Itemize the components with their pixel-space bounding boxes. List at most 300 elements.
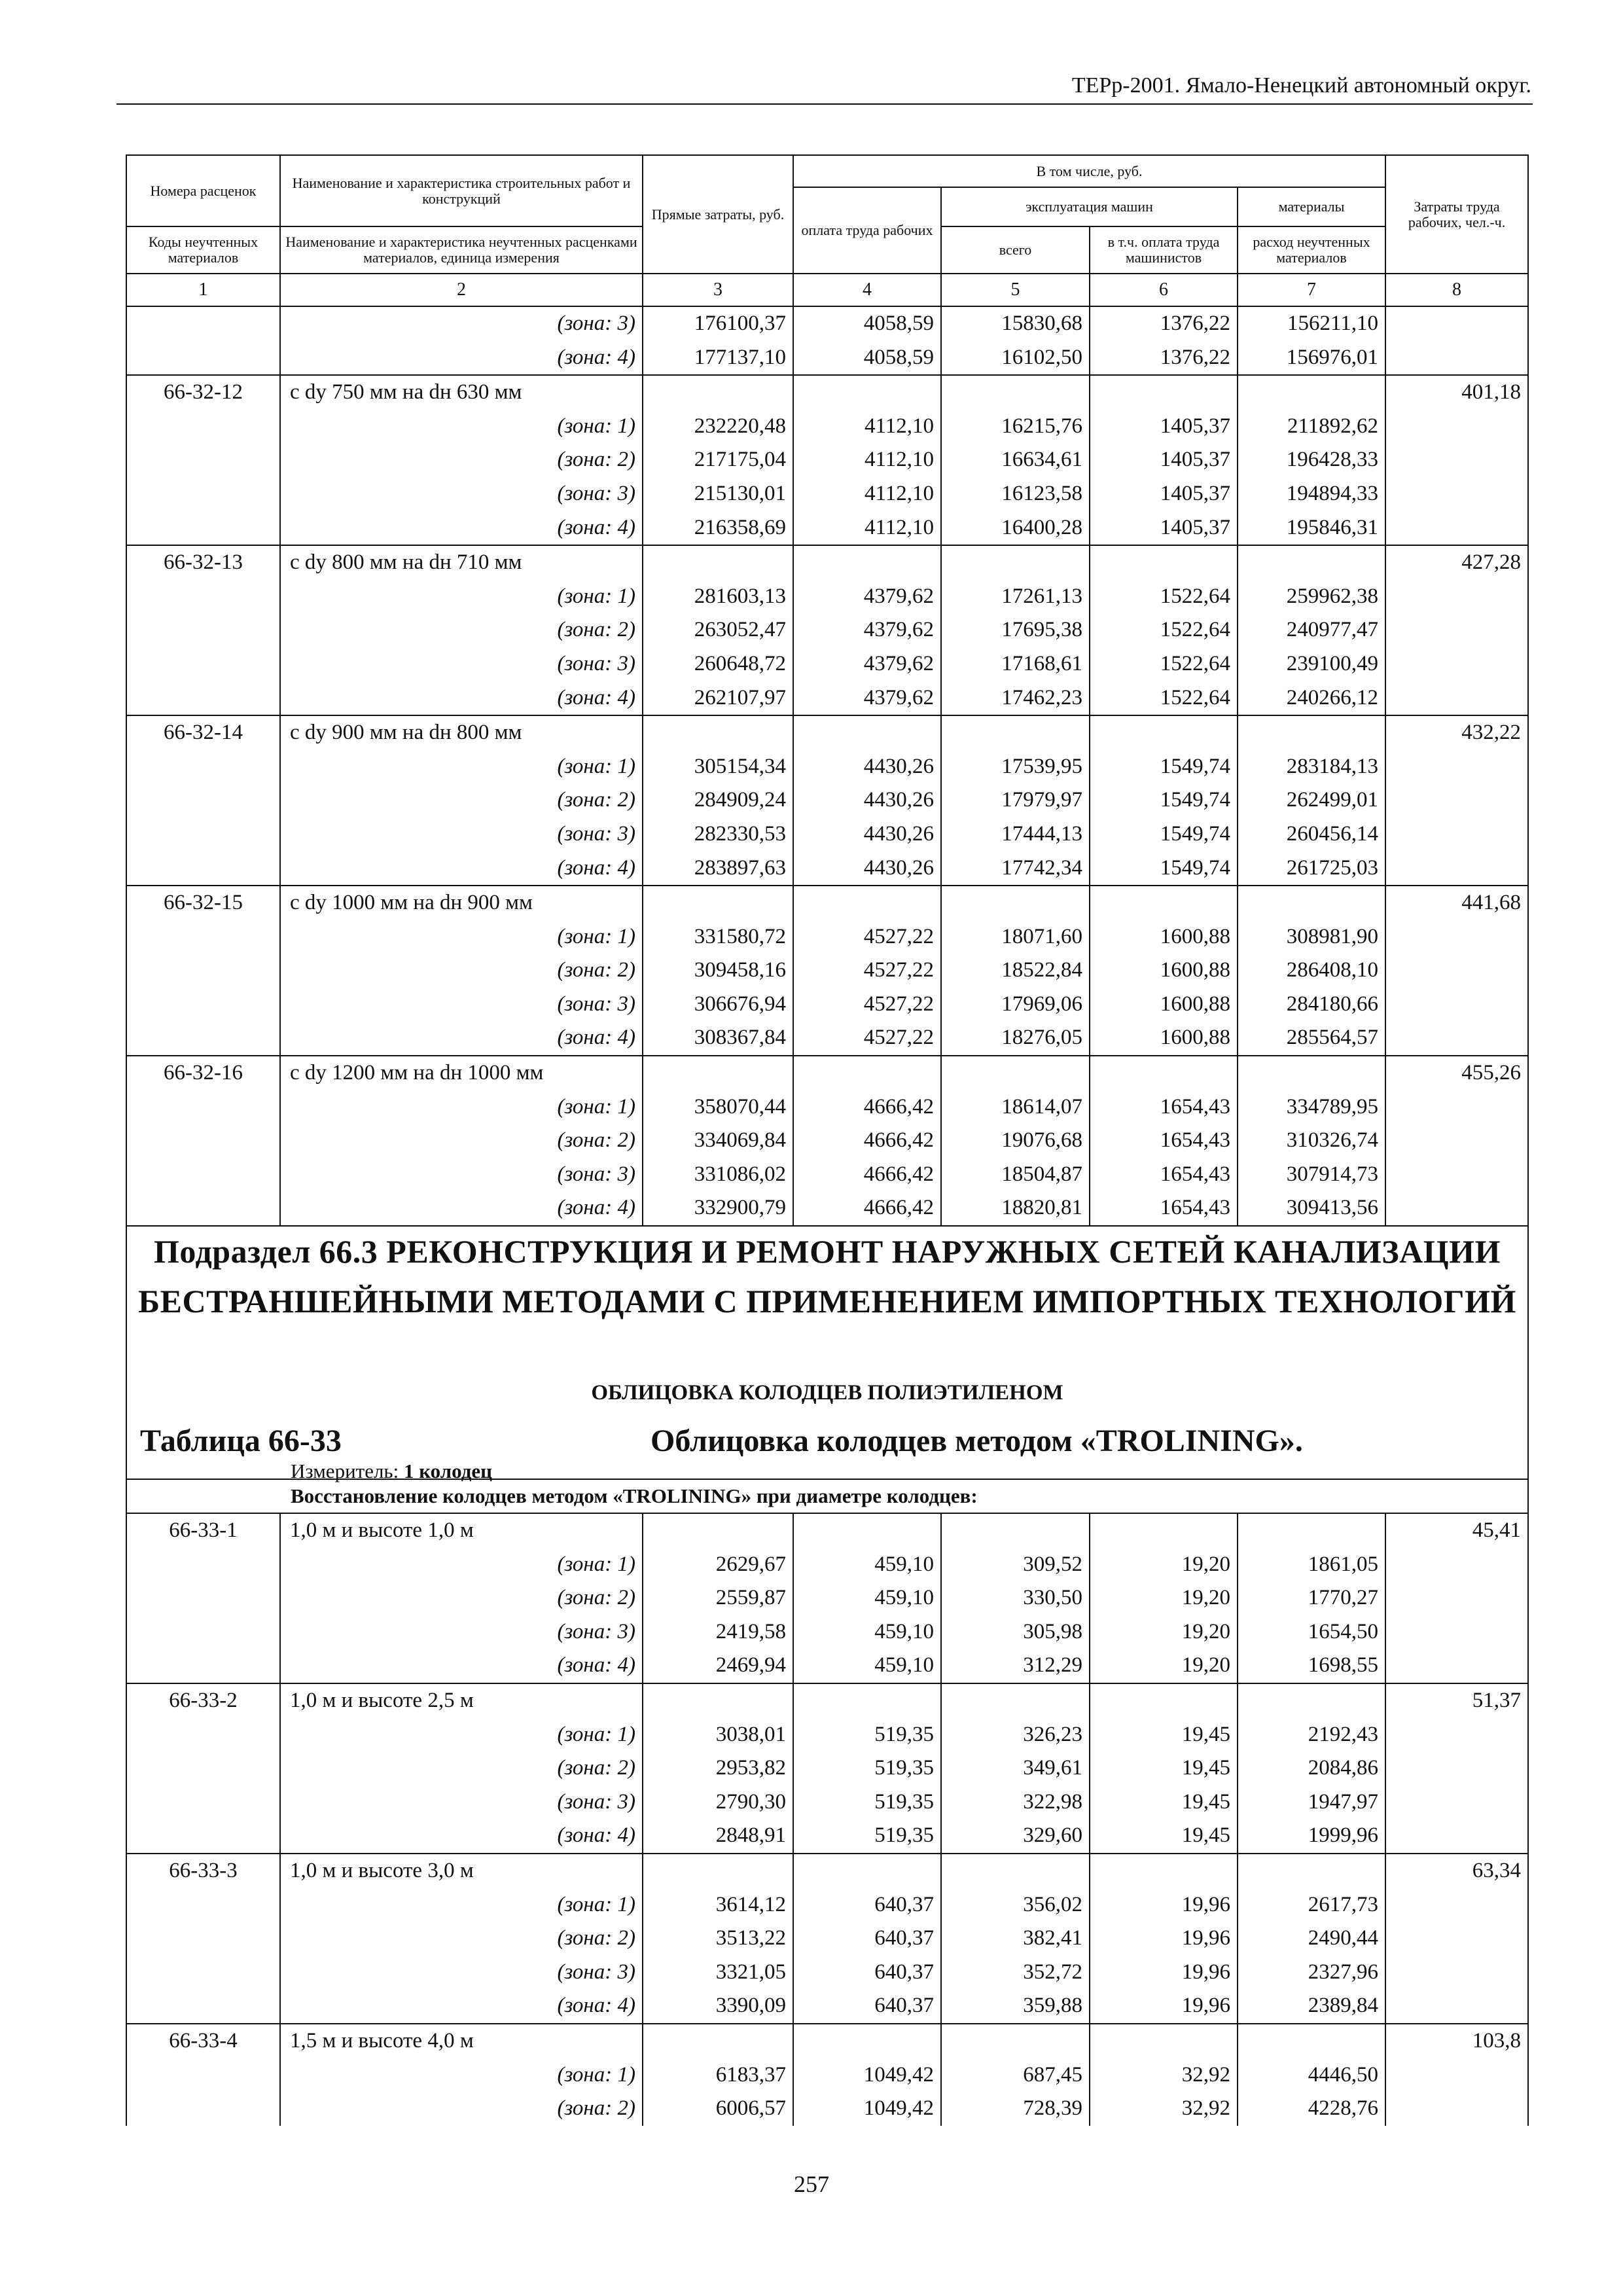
table-number: Таблица 66-33 [140, 1424, 342, 1459]
labor-cell [1385, 681, 1527, 716]
operator-pay-cell [1090, 545, 1238, 580]
operator-pay-cell: 19,20 [1090, 1615, 1238, 1649]
zone-label: (зона: 3) [280, 988, 643, 1022]
machines-total-cell: 17539,95 [941, 750, 1090, 784]
operator-pay-cell: 1376,22 [1090, 341, 1238, 376]
zone-row [127, 613, 1527, 647]
zone-label: (зона: 3) [280, 307, 643, 341]
zone-row [127, 443, 1527, 477]
page-number: 257 [794, 2171, 829, 2197]
direct-costs-cell [643, 2024, 793, 2058]
header-machines-total: всего [941, 226, 1090, 274]
operator-pay-cell: 19,45 [1090, 1718, 1238, 1752]
machines-total-cell: 19076,68 [941, 1124, 1090, 1158]
operator-pay-cell: 19,20 [1090, 1548, 1238, 1582]
labor-cell [1385, 1124, 1527, 1158]
zone-label: (зона: 2) [280, 954, 643, 988]
rate-code [127, 1649, 280, 1683]
operator-pay-cell: 19,45 [1090, 1785, 1238, 1820]
machines-total-cell: 18820,81 [941, 1191, 1090, 1225]
labor-cell [1385, 1989, 1527, 2024]
work-name: с dу 800 мм на dн 710 мм [280, 545, 643, 580]
machines-total-cell: 17969,06 [941, 988, 1090, 1022]
rate-code [127, 783, 280, 817]
zone-label: (зона: 4) [280, 852, 643, 886]
materials-cell: 334789,95 [1238, 1090, 1385, 1124]
direct-costs-cell: 2419,58 [643, 1615, 793, 1649]
zone-label: (зона: 4) [280, 341, 643, 376]
zone-row [127, 750, 1527, 784]
zone-label: (зона: 3) [280, 1956, 643, 1990]
column-number: 6 [1090, 274, 1238, 306]
zone-label: (зона: 3) [280, 1615, 643, 1649]
worker-pay-cell: 640,37 [793, 1922, 941, 1956]
machines-total-cell: 17261,13 [941, 580, 1090, 614]
materials-cell: 195846,31 [1238, 511, 1385, 546]
zone-label: (зона: 2) [280, 1922, 643, 1956]
header-material-usage: расход неучтенных материалов [1238, 226, 1385, 274]
operator-pay-cell: 1522,64 [1090, 613, 1238, 647]
labor-cell [1385, 1956, 1527, 1990]
direct-costs-cell [643, 545, 793, 580]
header-including: В том числе, руб. [793, 156, 1385, 187]
rate-code [127, 920, 280, 954]
rate-code [127, 1581, 280, 1615]
zone-label: (зона: 4) [280, 1989, 643, 2024]
worker-pay-cell: 4379,62 [793, 580, 941, 614]
machines-total-cell: 728,39 [941, 2092, 1090, 2126]
machines-total-cell: 687,45 [941, 2058, 1090, 2092]
rate-row [127, 375, 1527, 410]
direct-costs-cell: 215130,01 [643, 477, 793, 511]
direct-costs-cell [643, 1513, 793, 1548]
zone-label: (зона: 1) [280, 1090, 643, 1124]
direct-costs-cell: 332900,79 [643, 1191, 793, 1225]
measure-label: Измеритель: [291, 1460, 399, 1483]
machines-total-cell: 17742,34 [941, 852, 1090, 886]
direct-costs-cell: 305154,34 [643, 750, 793, 784]
zone-label: (зона: 1) [280, 1718, 643, 1752]
zone-row [127, 1989, 1527, 2024]
worker-pay-cell: 640,37 [793, 1956, 941, 1990]
zone-row [127, 817, 1527, 852]
worker-pay-cell: 4430,26 [793, 783, 941, 817]
materials-cell: 308981,90 [1238, 920, 1385, 954]
direct-costs-cell: 282330,53 [643, 817, 793, 852]
machines-total-cell: 16215,76 [941, 410, 1090, 444]
materials-cell: 309413,56 [1238, 1191, 1385, 1225]
labor-cell [1385, 1751, 1527, 1785]
labor-cell: 63,34 [1385, 1854, 1527, 1888]
machines-total-cell: 312,29 [941, 1649, 1090, 1683]
zone-row [127, 580, 1527, 614]
direct-costs-cell: 3614,12 [643, 1888, 793, 1922]
zone-row [127, 1124, 1527, 1158]
zone-label: (зона: 2) [280, 443, 643, 477]
machines-total-cell [941, 545, 1090, 580]
worker-pay-cell: 519,35 [793, 1819, 941, 1854]
column-number: 5 [941, 274, 1090, 306]
direct-costs-cell: 2790,30 [643, 1785, 793, 1820]
direct-costs-cell [643, 375, 793, 410]
materials-cell: 2389,84 [1238, 1989, 1385, 2024]
operator-pay-cell: 1654,43 [1090, 1124, 1238, 1158]
column-number: 1 [127, 274, 280, 306]
materials-cell: 194894,33 [1238, 477, 1385, 511]
worker-pay-cell [793, 1056, 941, 1090]
machines-total-cell: 322,98 [941, 1785, 1090, 1820]
machines-total-cell: 18504,87 [941, 1158, 1090, 1192]
header-materials: материалы [1238, 187, 1385, 226]
worker-pay-cell [793, 1513, 941, 1548]
machines-total-cell [941, 1683, 1090, 1718]
zone-row [127, 511, 1527, 546]
materials-cell: 156211,10 [1238, 307, 1385, 341]
rate-row [127, 1513, 1527, 1548]
operator-pay-cell: 1549,74 [1090, 852, 1238, 886]
operator-pay-cell: 1654,43 [1090, 1191, 1238, 1225]
zone-row [127, 920, 1527, 954]
machines-total-cell [941, 715, 1090, 750]
operator-pay-cell: 1600,88 [1090, 954, 1238, 988]
labor-cell [1385, 852, 1527, 886]
zone-label: (зона: 4) [280, 1649, 643, 1683]
operator-pay-cell: 1549,74 [1090, 817, 1238, 852]
labor-cell: 401,18 [1385, 375, 1527, 410]
operator-pay-cell [1090, 1854, 1238, 1888]
operator-pay-cell: 1549,74 [1090, 783, 1238, 817]
rate-row [127, 886, 1527, 920]
labor-cell: 441,68 [1385, 886, 1527, 920]
direct-costs-cell: 331580,72 [643, 920, 793, 954]
direct-costs-cell: 2848,91 [643, 1819, 793, 1854]
header-material-codes: Коды неучтенных материалов [127, 226, 280, 274]
table-body-bottom [127, 1513, 1527, 2126]
rate-code [127, 1956, 280, 1990]
direct-costs-cell: 283897,63 [643, 852, 793, 886]
machines-total-cell: 309,52 [941, 1548, 1090, 1582]
machines-total-cell: 18071,60 [941, 920, 1090, 954]
machines-total-cell: 17168,61 [941, 647, 1090, 681]
direct-costs-cell: 6183,37 [643, 2058, 793, 2092]
direct-costs-cell: 2953,82 [643, 1751, 793, 1785]
operator-pay-cell: 1405,37 [1090, 410, 1238, 444]
subsection-subtitle: ОБЛИЦОВКА КОЛОДЦЕВ ПОЛИЭТИЛЕНОМ [591, 1381, 1063, 1405]
zone-label: (зона: 1) [280, 580, 643, 614]
operator-pay-cell: 32,92 [1090, 2092, 1238, 2126]
worker-pay-cell: 4527,22 [793, 954, 941, 988]
header-operator-pay: в т.ч. оплата труда машинистов [1090, 226, 1238, 274]
direct-costs-cell: 309458,16 [643, 954, 793, 988]
labor-cell [1385, 307, 1527, 341]
materials-cell: 259962,38 [1238, 580, 1385, 614]
direct-costs-cell: 177137,10 [643, 341, 793, 376]
worker-pay-cell [793, 375, 941, 410]
zone-label: (зона: 2) [280, 1124, 643, 1158]
column-number: 3 [643, 274, 793, 306]
price-table [126, 154, 1529, 2126]
rate-code [127, 988, 280, 1022]
worker-pay-cell: 4527,22 [793, 920, 941, 954]
zone-label: (зона: 3) [280, 477, 643, 511]
materials-cell: 1770,27 [1238, 1581, 1385, 1615]
operator-pay-cell: 19,20 [1090, 1581, 1238, 1615]
materials-cell: 307914,73 [1238, 1158, 1385, 1192]
operator-pay-cell [1090, 1513, 1238, 1548]
materials-cell: 240977,47 [1238, 613, 1385, 647]
machines-total-cell: 18614,07 [941, 1090, 1090, 1124]
operator-pay-cell: 19,96 [1090, 1956, 1238, 1990]
labor-cell [1385, 613, 1527, 647]
zone-row [127, 954, 1527, 988]
zone-label: (зона: 2) [280, 613, 643, 647]
zone-row [127, 1021, 1527, 1056]
machines-total-cell: 382,41 [941, 1922, 1090, 1956]
worker-pay-cell: 459,10 [793, 1581, 941, 1615]
subsection-title-line2: БЕСТРАНШЕЙНЫМИ МЕТОДАМИ С ПРИМЕНЕНИЕМ ИМПОРТНЫХ ТЕХНОЛОГИЙ [138, 1283, 1516, 1320]
zone-label: (зона: 4) [280, 681, 643, 716]
direct-costs-cell [643, 1854, 793, 1888]
work-name: с dу 750 мм на dн 630 мм [280, 375, 643, 410]
worker-pay-cell: 4112,10 [793, 477, 941, 511]
direct-costs-cell: 262107,97 [643, 681, 793, 716]
labor-cell [1385, 783, 1527, 817]
materials-cell [1238, 1513, 1385, 1548]
machines-total-cell: 18522,84 [941, 954, 1090, 988]
direct-costs-cell [643, 715, 793, 750]
labor-cell [1385, 1819, 1527, 1854]
rate-code [127, 1158, 280, 1192]
machines-total-cell: 17462,23 [941, 681, 1090, 716]
machines-total-cell: 330,50 [941, 1581, 1090, 1615]
worker-pay-cell [793, 715, 941, 750]
rate-code [127, 341, 280, 376]
worker-pay-cell: 4379,62 [793, 681, 941, 716]
materials-cell [1238, 545, 1385, 580]
direct-costs-cell: 263052,47 [643, 613, 793, 647]
zone-row [127, 647, 1527, 681]
rate-code [127, 1090, 280, 1124]
column-number: 8 [1385, 274, 1527, 306]
work-name: 1,5 м и высоте 4,0 м [280, 2024, 643, 2058]
materials-cell: 211892,62 [1238, 410, 1385, 444]
labor-cell [1385, 920, 1527, 954]
operator-pay-cell: 1654,43 [1090, 1158, 1238, 1192]
rate-code [127, 2092, 280, 2126]
materials-cell: 1947,97 [1238, 1785, 1385, 1820]
labor-cell: 51,37 [1385, 1683, 1527, 1718]
rate-code: 66-33-4 [127, 2024, 280, 2058]
column-number: 4 [793, 274, 941, 306]
operator-pay-cell [1090, 1056, 1238, 1090]
machines-total-cell: 356,02 [941, 1888, 1090, 1922]
labor-cell: 455,26 [1385, 1056, 1527, 1090]
operator-pay-cell: 1376,22 [1090, 307, 1238, 341]
machines-total-cell: 17695,38 [941, 613, 1090, 647]
worker-pay-cell: 4666,42 [793, 1191, 941, 1225]
direct-costs-cell: 2469,94 [643, 1649, 793, 1683]
rate-row [127, 545, 1527, 580]
zone-label: (зона: 2) [280, 1581, 643, 1615]
labor-cell [1385, 647, 1527, 681]
machines-total-cell: 16123,58 [941, 477, 1090, 511]
direct-costs-cell: 3038,01 [643, 1718, 793, 1752]
worker-pay-cell: 4112,10 [793, 410, 941, 444]
direct-costs-cell: 2559,87 [643, 1581, 793, 1615]
operator-pay-cell: 19,96 [1090, 1888, 1238, 1922]
rate-row [127, 1683, 1527, 1718]
labor-cell [1385, 988, 1527, 1022]
machines-total-cell: 352,72 [941, 1956, 1090, 1990]
materials-cell: 240266,12 [1238, 681, 1385, 716]
direct-costs-cell [643, 1056, 793, 1090]
rate-code [127, 2058, 280, 2092]
operator-pay-cell [1090, 375, 1238, 410]
materials-cell: 1861,05 [1238, 1548, 1385, 1582]
labor-cell [1385, 1922, 1527, 1956]
worker-pay-cell: 4112,10 [793, 443, 941, 477]
zone-row [127, 681, 1527, 716]
zone-label: (зона: 3) [280, 817, 643, 852]
zone-row [127, 2058, 1527, 2092]
labor-cell [1385, 1191, 1527, 1225]
materials-cell: 262499,01 [1238, 783, 1385, 817]
materials-cell: 260456,14 [1238, 817, 1385, 852]
direct-costs-cell: 232220,48 [643, 410, 793, 444]
operator-pay-cell [1090, 715, 1238, 750]
materials-cell: 283184,13 [1238, 750, 1385, 784]
worker-pay-cell: 519,35 [793, 1718, 941, 1752]
labor-cell: 103,8 [1385, 2024, 1527, 2058]
worker-pay-cell: 4430,26 [793, 817, 941, 852]
table-name: Облицовка колодцев методом «TROLINING». [651, 1424, 1303, 1459]
materials-cell: 1698,55 [1238, 1649, 1385, 1683]
worker-pay-cell: 4112,10 [793, 511, 941, 546]
direct-costs-cell: 2629,67 [643, 1548, 793, 1582]
zone-row [127, 1158, 1527, 1192]
zone-label: (зона: 3) [280, 647, 643, 681]
direct-costs-cell: 217175,04 [643, 443, 793, 477]
header-worker-pay: оплата труда рабочих [793, 187, 941, 274]
labor-cell [1385, 1785, 1527, 1820]
measure-value: 1 колодец [403, 1460, 493, 1483]
machines-total-cell: 326,23 [941, 1718, 1090, 1752]
subsection-block [127, 1225, 1527, 1483]
rate-code [127, 477, 280, 511]
machines-total-cell [941, 1513, 1090, 1548]
zone-row [127, 1581, 1527, 1615]
materials-cell: 196428,33 [1238, 443, 1385, 477]
materials-cell: 2192,43 [1238, 1718, 1385, 1752]
rate-code [127, 852, 280, 886]
operator-pay-cell: 19,20 [1090, 1649, 1238, 1683]
measure-unit [291, 1460, 492, 1483]
worker-pay-cell: 640,37 [793, 1888, 941, 1922]
zone-label: (зона: 4) [280, 1191, 643, 1225]
zone-label: (зона: 2) [280, 1751, 643, 1785]
materials-cell: 1654,50 [1238, 1615, 1385, 1649]
zone-row [127, 1751, 1527, 1785]
operator-pay-cell [1090, 886, 1238, 920]
worker-pay-cell: 640,37 [793, 1989, 941, 2024]
zone-label: (зона: 1) [280, 920, 643, 954]
labor-cell [1385, 1158, 1527, 1192]
rate-code [127, 681, 280, 716]
rate-code [127, 1922, 280, 1956]
worker-pay-cell: 459,10 [793, 1548, 941, 1582]
worker-pay-cell: 4666,42 [793, 1124, 941, 1158]
operator-pay-cell: 1405,37 [1090, 443, 1238, 477]
zone-label: (зона: 4) [280, 1021, 643, 1056]
materials-cell [1238, 375, 1385, 410]
zone-label: (зона: 3) [280, 1158, 643, 1192]
labor-cell [1385, 1718, 1527, 1752]
operator-pay-cell: 1405,37 [1090, 511, 1238, 546]
zone-label: (зона: 4) [280, 1819, 643, 1854]
subsection-title-line1: Подраздел 66.3 РЕКОНСТРУКЦИЯ И РЕМОНТ НАРУЖНЫХ СЕТЕЙ КАНАЛИЗАЦИИ [154, 1233, 1501, 1270]
rate-code: 66-32-12 [127, 375, 280, 410]
zone-label: (зона: 1) [280, 2058, 643, 2092]
rate-code: 66-32-13 [127, 545, 280, 580]
rate-code: 66-33-1 [127, 1513, 280, 1548]
operator-pay-cell: 19,96 [1090, 1989, 1238, 2024]
worker-pay-cell: 4379,62 [793, 613, 941, 647]
labor-cell [1385, 1581, 1527, 1615]
operator-pay-cell: 32,92 [1090, 2058, 1238, 2092]
direct-costs-cell: 6006,57 [643, 2092, 793, 2126]
materials-cell: 2617,73 [1238, 1888, 1385, 1922]
rate-code [127, 613, 280, 647]
labor-cell [1385, 1615, 1527, 1649]
zone-row [127, 1956, 1527, 1990]
work-name: 1,0 м и высоте 1,0 м [280, 1513, 643, 1548]
column-number: 7 [1238, 274, 1385, 306]
worker-pay-cell: 4430,26 [793, 750, 941, 784]
machines-total-cell [941, 375, 1090, 410]
materials-cell: 2084,86 [1238, 1751, 1385, 1785]
rate-code: 66-33-3 [127, 1854, 280, 1888]
machines-total-cell: 18276,05 [941, 1021, 1090, 1056]
header-rule [116, 103, 1533, 105]
direct-costs-cell: 3513,22 [643, 1922, 793, 1956]
operator-pay-cell: 1654,43 [1090, 1090, 1238, 1124]
materials-cell: 284180,66 [1238, 988, 1385, 1022]
materials-cell: 2490,44 [1238, 1922, 1385, 1956]
zone-label: (зона: 2) [280, 2092, 643, 2126]
materials-cell [1238, 1056, 1385, 1090]
zone-row [127, 988, 1527, 1022]
direct-costs-cell: 216358,69 [643, 511, 793, 546]
rate-code [127, 1191, 280, 1225]
machines-total-cell: 15830,68 [941, 307, 1090, 341]
header-direct-costs: Прямые затраты, руб. [643, 156, 793, 274]
worker-pay-cell: 459,10 [793, 1649, 941, 1683]
rate-code [127, 511, 280, 546]
zone-label: (зона: 3) [280, 1785, 643, 1820]
operator-pay-cell [1090, 1683, 1238, 1718]
zone-row [127, 1819, 1527, 1854]
work-name: с dу 900 мм на dн 800 мм [280, 715, 643, 750]
direct-costs-cell: 306676,94 [643, 988, 793, 1022]
machines-total-cell [941, 886, 1090, 920]
zone-row [127, 783, 1527, 817]
zone-row [127, 1922, 1527, 1956]
materials-cell: 239100,49 [1238, 647, 1385, 681]
restore-heading: Восстановление колодцев методом «TROLINING» при диаметре колодцев: [127, 1479, 1527, 1513]
direct-costs-cell: 281603,13 [643, 580, 793, 614]
materials-cell: 286408,10 [1238, 954, 1385, 988]
zone-row [127, 307, 1527, 341]
